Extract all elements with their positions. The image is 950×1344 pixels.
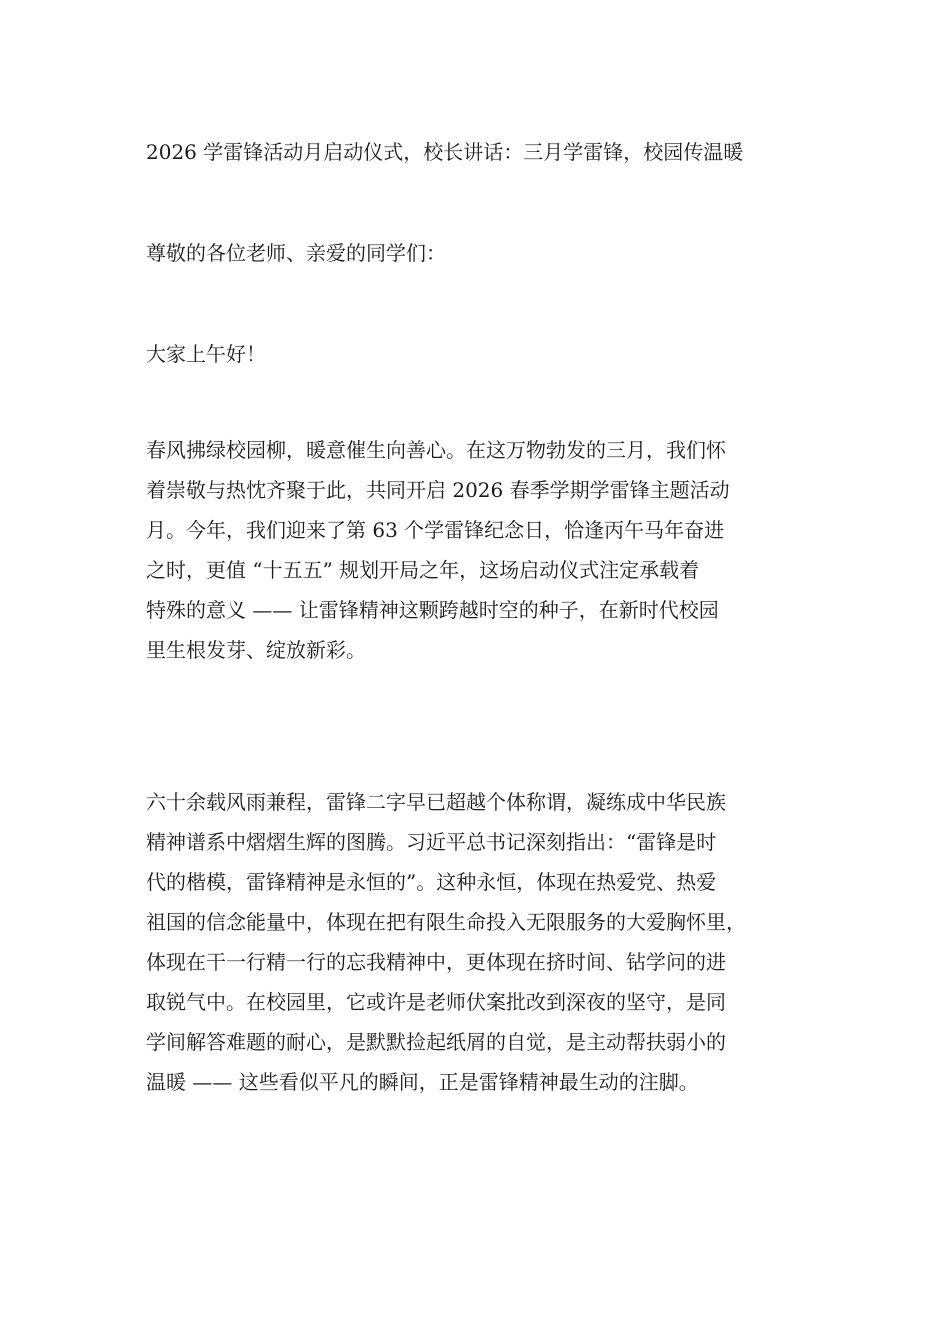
paragraph-line: 特殊的意义 —— 让雷锋精神这颗跨越时空的种子，在新时代校园 bbox=[146, 598, 719, 622]
paragraph-line: 温暖 —— 这些看似平凡的瞬间，正是雷锋精神最生动的注脚。 bbox=[146, 1070, 699, 1094]
salutation: 尊敬的各位老师、亲爱的同学们： bbox=[146, 241, 446, 265]
paragraph-line: 学间解答难题的耐心，是默默捡起纸屑的自觉，是主动帮扶弱小的 bbox=[146, 1030, 726, 1054]
paragraph-line: 取锐气中。在校园里，它或许是老师伏案批改到深夜的坚守，是同 bbox=[146, 990, 726, 1014]
paragraph-line: 着崇敬与热忱齐聚于此，共同开启 2026 春季学期学雷锋主题活动 bbox=[146, 478, 730, 502]
paragraph-line: 精神谱系中熠熠生辉的图腾。习近平总书记深刻指出：“雷锋是时 bbox=[146, 830, 717, 854]
paragraph-line: 六十余载风雨兼程，雷锋二字早已超越个体称谓，凝练成中华民族 bbox=[146, 790, 726, 814]
paragraph-1 bbox=[146, 430, 836, 670]
paragraph-line: 代的楷模，雷锋精神是永恒的”。这种永恒，体现在热爱党、热爱 bbox=[146, 870, 717, 894]
paragraph-line: 月。今年，我们迎来了第 63 个学雷锋纪念日，恰逢丙午马年奋进 bbox=[146, 518, 725, 542]
document-title: 2026 学雷锋活动月启动仪式，校长讲话：三月学雷锋，校园传温暖 bbox=[146, 140, 744, 164]
paragraph-line: 春风拂绿校园柳，暖意催生向善心。在这万物勃发的三月，我们怀 bbox=[146, 438, 726, 462]
paragraph-2 bbox=[146, 782, 836, 1102]
paragraph-line: 体现在干一行精一行的忘我精神中，更体现在挤时间、钻学问的进 bbox=[146, 950, 726, 974]
greeting: 大家上午好！ bbox=[146, 342, 266, 366]
paragraph-line: 里生根发芽、绽放新彩。 bbox=[146, 638, 366, 662]
paragraph-line: 祖国的信念能量中，体现在把有限生命投入无限服务的大爱胸怀里， bbox=[146, 910, 746, 934]
paragraph-line: 之时，更值 “十五五” 规划开局之年，这场启动仪式注定承载着 bbox=[146, 558, 700, 582]
